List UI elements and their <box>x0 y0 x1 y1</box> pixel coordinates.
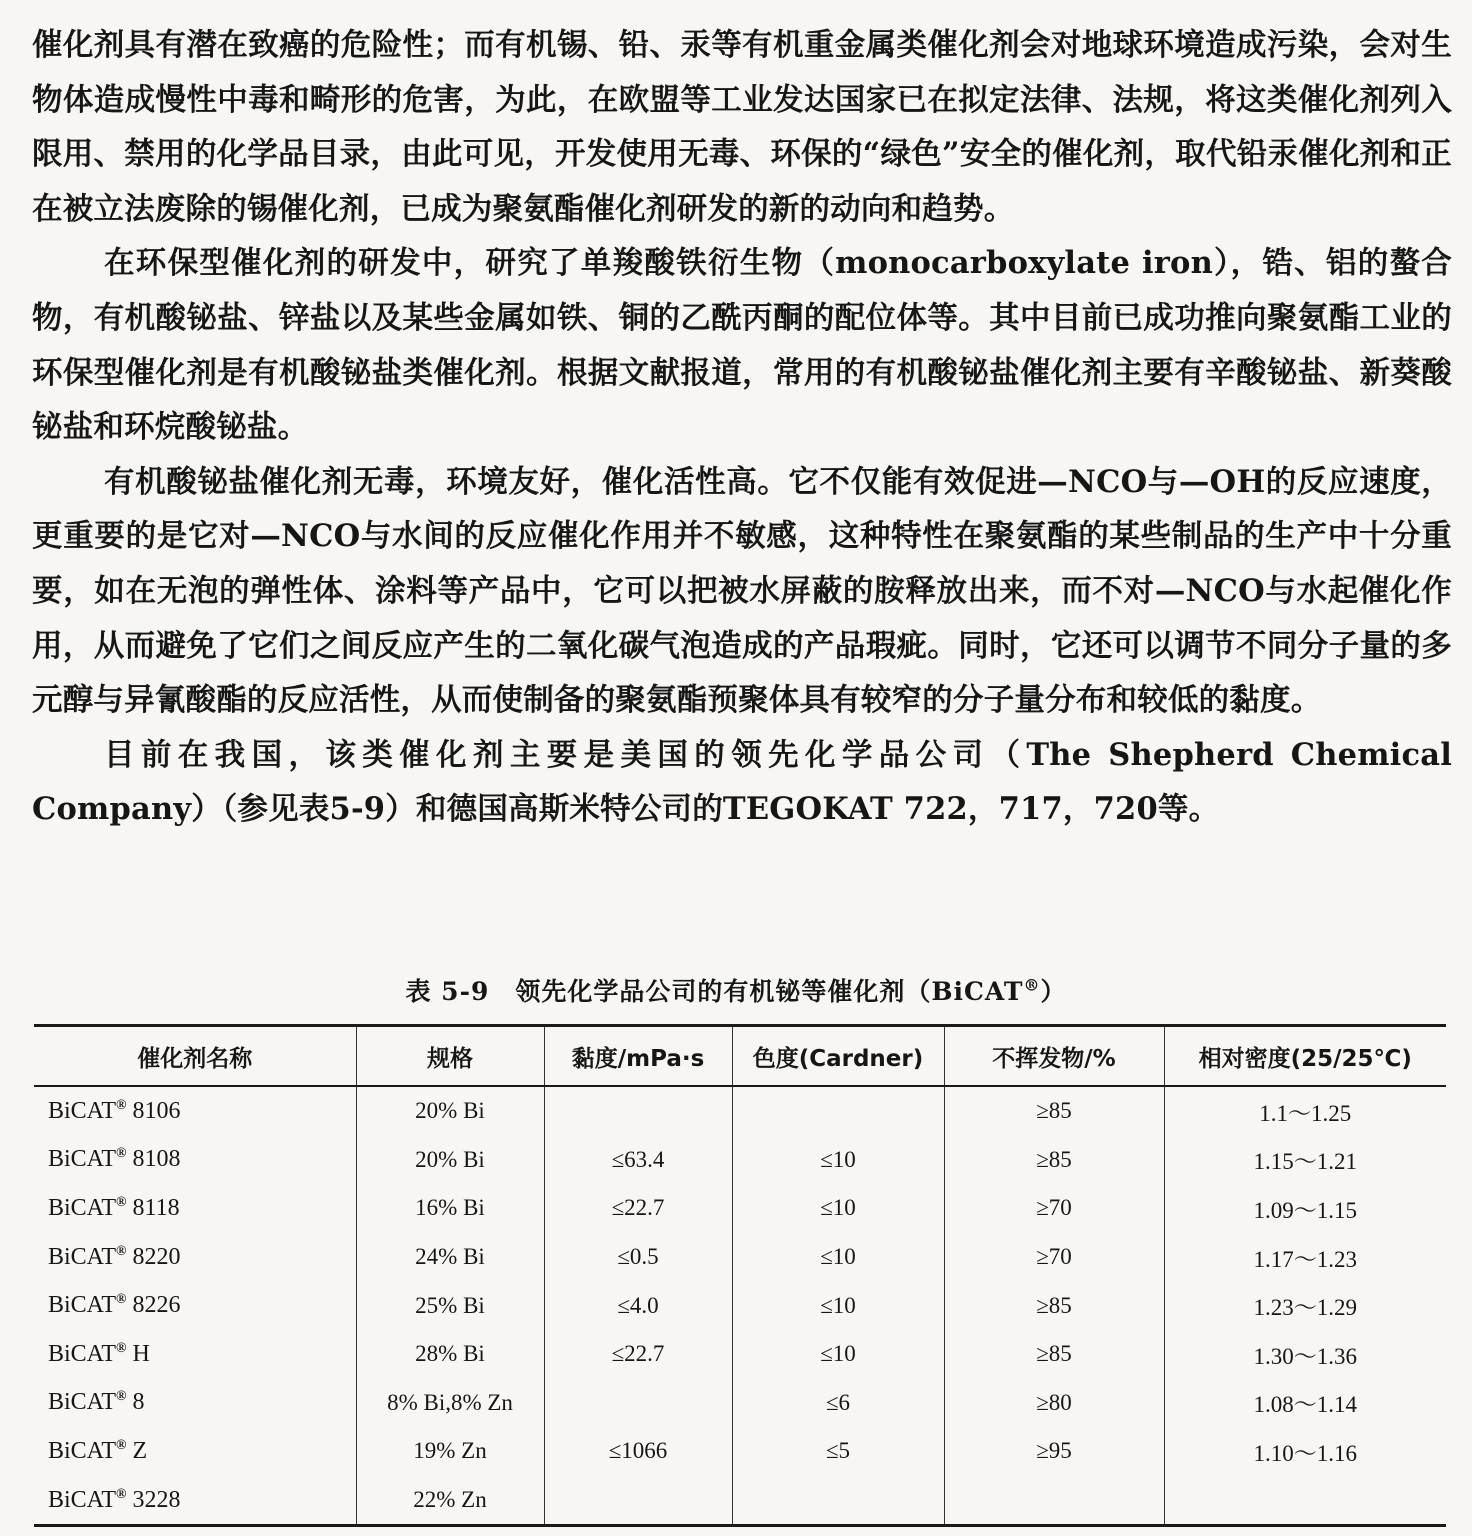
cell-catalyst-name <box>34 1379 356 1428</box>
catalyst-brand: BiCAT <box>48 1486 117 1513</box>
cell-catalyst-name <box>34 1281 356 1330</box>
cell-density: 1.23～1.29 <box>1253 1295 1357 1321</box>
cell-spec: 19% Zn <box>356 1427 544 1476</box>
table-row <box>34 1427 1446 1476</box>
cell-color <box>732 1476 944 1526</box>
catalyst-brand: BiCAT <box>48 1340 117 1367</box>
cell-catalyst-name <box>34 1427 356 1476</box>
table-title-reg-mark: ® <box>1023 975 1041 995</box>
header-nonvolatile: 不挥发物/% <box>944 1026 1164 1087</box>
cell-viscosity: ≤0.5 <box>544 1233 732 1282</box>
catalyst-model: 8118 <box>126 1194 180 1221</box>
cell-viscosity: ≤1066 <box>544 1427 732 1476</box>
cell-viscosity: ≤22.7 <box>544 1330 732 1379</box>
catalyst-model: 8106 <box>126 1097 181 1124</box>
cell-nonvolatile: ≥85 <box>944 1330 1164 1379</box>
cell-viscosity: ≤63.4 <box>544 1136 732 1185</box>
cell-color: ≤10 <box>732 1281 944 1330</box>
cell-catalyst-name <box>34 1086 356 1136</box>
cell-nonvolatile: ≥70 <box>944 1233 1164 1282</box>
registered-mark: ® <box>116 1486 127 1502</box>
catalyst-brand: BiCAT <box>48 1437 117 1464</box>
registered-mark: ® <box>116 1340 127 1356</box>
table-body <box>34 1086 1446 1526</box>
registered-mark: ® <box>116 1292 127 1308</box>
catalyst-brand: BiCAT <box>48 1243 117 1270</box>
cell-nonvolatile: ≥85 <box>944 1136 1164 1185</box>
table-row <box>34 1184 1446 1233</box>
catalyst-model: H <box>126 1340 150 1367</box>
paragraph-4: 目前在我国，该类催化剂主要是美国的领先化学品公司（The Shepherd Chemical Company）（参见表5-9）和德国高斯米特公司的TEGOKAT 722，717，720等。 <box>32 736 1452 828</box>
cell-viscosity <box>544 1379 732 1428</box>
cell-density: 1.1～1.25 <box>1259 1100 1352 1126</box>
table-row <box>34 1136 1446 1185</box>
header-color: 色度(Cardner) <box>732 1026 944 1087</box>
catalyst-model: 8226 <box>126 1292 181 1319</box>
catalyst-model: Z <box>126 1437 148 1464</box>
table-title-suffix: ） <box>1040 977 1067 1006</box>
cell-nonvolatile: ≥85 <box>944 1086 1164 1136</box>
cell-color: ≤10 <box>732 1330 944 1379</box>
registered-mark: ® <box>116 1194 127 1210</box>
cell-color: ≤6 <box>732 1379 944 1428</box>
body-text <box>32 18 1452 837</box>
header-spec: 规格 <box>356 1026 544 1087</box>
cell-spec: 25% Bi <box>356 1281 544 1330</box>
cell-spec: 28% Bi <box>356 1330 544 1379</box>
catalyst-brand: BiCAT <box>48 1389 117 1416</box>
catalyst-brand: BiCAT <box>48 1146 117 1173</box>
table-title <box>0 972 1472 1008</box>
catalyst-model: 8220 <box>126 1243 181 1270</box>
cell-density: 1.15～1.21 <box>1253 1149 1357 1175</box>
cell-catalyst-name <box>34 1476 356 1526</box>
table-title-prefix: 表 5-9 领先化学品公司的有机铋等催化剂（BiCAT <box>405 977 1024 1006</box>
registered-mark: ® <box>116 1243 127 1259</box>
cell-spec: 24% Bi <box>356 1233 544 1282</box>
cell-nonvolatile <box>944 1476 1164 1526</box>
cell-spec: 22% Zn <box>356 1476 544 1526</box>
cell-viscosity: ≤22.7 <box>544 1184 732 1233</box>
cell-density: 1.09～1.15 <box>1253 1197 1357 1223</box>
cell-catalyst-name <box>34 1233 356 1282</box>
paragraph-3: 有机酸铋盐催化剂无毒，环境友好，催化活性高。它不仅能有效促进—NCO与—OH的反应速度，更重要的是它对—NCO与水间的反应催化作用并不敏感，这种特性在聚氨酯的某些制品的生产中十分重要，如在无泡的弹性体、涂料等产品中，它可以把被水屏蔽的胺释放出来，而不对—NCO与水起催化作用，从而避免了它们之间反应产生的二氧化碳气泡造成的产品瑕疵。同时，它还可以调节不同分子量的多元醇与异氰酸酯的反应活性，从而使制备的聚氨酯预聚体具有较窄的分子量分布和较低的黏度。 <box>32 463 1452 719</box>
catalyst-brand: BiCAT <box>48 1292 117 1319</box>
table-row <box>34 1330 1446 1379</box>
cell-nonvolatile: ≥70 <box>944 1184 1164 1233</box>
cell-nonvolatile: ≥85 <box>944 1281 1164 1330</box>
cell-density: 1.10～1.16 <box>1253 1440 1357 1466</box>
table-row <box>34 1281 1446 1330</box>
cell-color: ≤10 <box>732 1184 944 1233</box>
cell-spec: 20% Bi <box>356 1086 544 1136</box>
cell-spec: 8% Bi,8% Zn <box>356 1379 544 1428</box>
table-row <box>34 1476 1446 1526</box>
cell-color: ≤10 <box>732 1136 944 1185</box>
paragraph-2: 在环保型催化剂的研发中，研究了单羧酸铁衍生物（monocarboxylate iron），锆、铝的螯合物，有机酸铋盐、锌盐以及某些金属如铁、铜的乙酰丙酮的配位体等。其中目前已成功推向聚氨酯工业的环保型催化剂是有机酸铋盐类催化剂。根据文献报道，常用的有机酸铋盐催化剂主要有辛酸铋盐、新葵酸铋盐和环烷酸铋盐。 <box>32 245 1452 446</box>
table-row <box>34 1233 1446 1282</box>
catalyst-brand: BiCAT <box>48 1097 117 1124</box>
header-name: 催化剂名称 <box>34 1026 356 1087</box>
table-header-row <box>34 1026 1446 1087</box>
cell-nonvolatile: ≥80 <box>944 1379 1164 1428</box>
catalyst-table <box>34 1024 1446 1527</box>
cell-viscosity: ≤4.0 <box>544 1281 732 1330</box>
header-density: 相对密度(25/25℃) <box>1198 1045 1412 1072</box>
cell-catalyst-name <box>34 1184 356 1233</box>
table-row <box>34 1379 1446 1428</box>
registered-mark: ® <box>116 1146 127 1162</box>
catalyst-model: 3228 <box>126 1486 181 1513</box>
cell-density <box>1164 1476 1446 1526</box>
catalyst-brand: BiCAT <box>48 1194 117 1221</box>
cell-density: 1.08～1.14 <box>1253 1392 1357 1418</box>
cell-density: 1.30～1.36 <box>1253 1343 1357 1369</box>
table-row <box>34 1086 1446 1136</box>
registered-mark: ® <box>116 1437 127 1453</box>
cell-color: ≤10 <box>732 1233 944 1282</box>
cell-viscosity <box>544 1476 732 1526</box>
cell-catalyst-name <box>34 1330 356 1379</box>
cell-color <box>732 1086 944 1136</box>
cell-catalyst-name <box>34 1136 356 1185</box>
cell-spec: 20% Bi <box>356 1136 544 1185</box>
cell-color: ≤5 <box>732 1427 944 1476</box>
catalyst-model: 8 <box>126 1389 145 1416</box>
registered-mark: ® <box>116 1389 127 1405</box>
cell-nonvolatile: ≥95 <box>944 1427 1164 1476</box>
header-viscosity: 黏度/mPa·s <box>544 1026 732 1087</box>
cell-spec: 16% Bi <box>356 1184 544 1233</box>
registered-mark: ® <box>116 1097 127 1113</box>
cell-viscosity <box>544 1086 732 1136</box>
catalyst-model: 8108 <box>126 1146 181 1173</box>
paragraph-1: 催化剂具有潜在致癌的危险性；而有机锡、铅、汞等有机重金属类催化剂会对地球环境造成污染，会对生物体造成慢性中毒和畸形的危害，为此，在欧盟等工业发达国家已在拟定法律、法规，将这类催化剂列入限用、禁用的化学品目录，由此可见，开发使用无毒、环保的“绿色”安全的催化剂，取代铅汞催化剂和正在被立法废除的锡催化剂，已成为聚氨酯催化剂研发的新的动向和趋势。 <box>32 27 1452 227</box>
cell-density: 1.17～1.23 <box>1253 1246 1357 1272</box>
